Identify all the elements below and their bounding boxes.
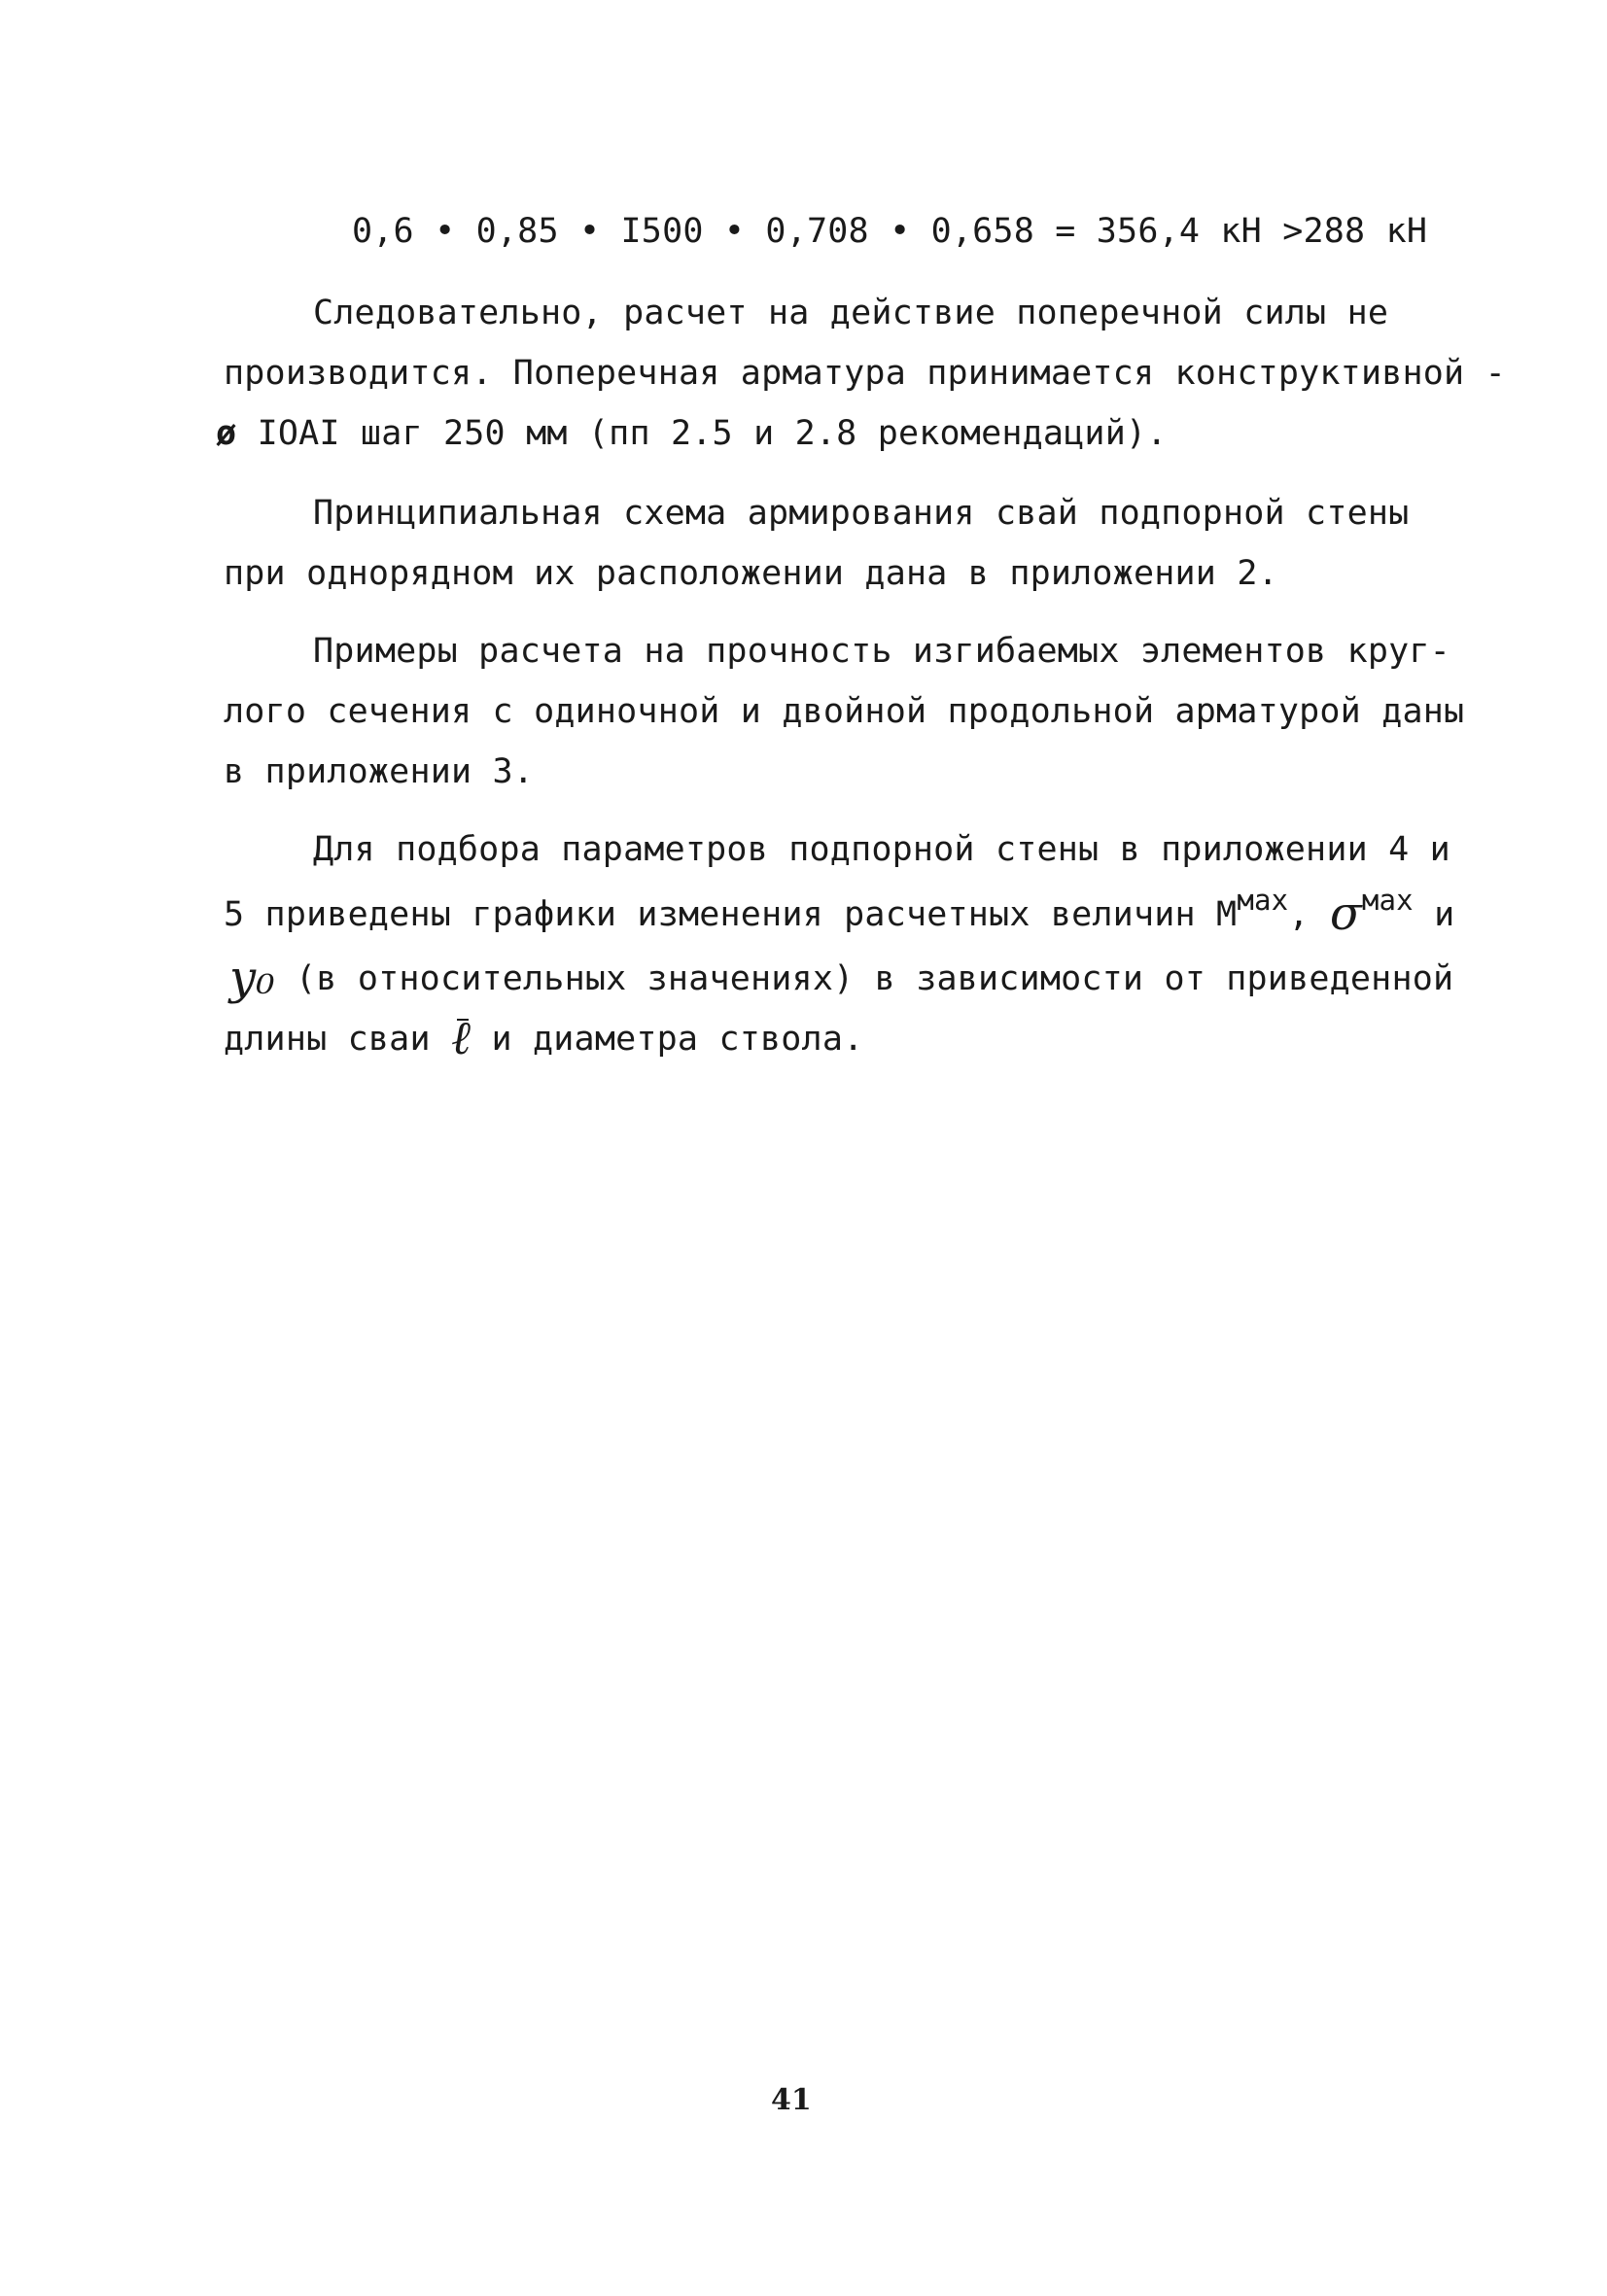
page-number: 41 xyxy=(771,2083,812,2117)
diameter-symbol: ø xyxy=(216,414,237,453)
paragraph-4-line-2-end: и xyxy=(1413,895,1455,934)
paragraph-3-line-2: лого сечения с одиночной и двойной продольной арматурой даны xyxy=(224,692,1465,731)
paragraph-1-line-1: Следовательно, расчет на действие поперечной силы не xyxy=(313,294,1389,332)
paragraph-4-line-2-start: 5 приведены графики изменения расчетных величин М xyxy=(224,895,1238,934)
paragraph-3-line-3: в приложении 3. xyxy=(224,752,535,791)
paragraph-4-line-3 xyxy=(229,951,1454,1005)
sigma-max-superscript: мах xyxy=(1361,884,1414,917)
reduced-length-symbol: ℓ xyxy=(451,1011,472,1065)
paragraph-4-line-4-start: длины сваи xyxy=(224,1020,451,1059)
paragraph-2-line-2: при однорядном их расположении дана в приложении 2. xyxy=(224,554,1278,593)
y0-symbol: y₀ xyxy=(229,951,275,1005)
paragraph-4-line-3-text: (в относительных значениях) в зависимости от приведенной xyxy=(274,959,1454,998)
paragraph-1-line-3 xyxy=(216,412,1168,455)
paragraph-1-line-3-text: IOAI шаг 250 мм (пп 2.5 и 2.8 рекомендаций). xyxy=(257,414,1168,453)
paragraph-4-line-1: Для подбора параметров подпорной стены в приложении 4 и xyxy=(313,830,1450,869)
paragraph-4-line-4 xyxy=(224,1011,864,1065)
paragraph-3-line-1: Примеры расчета на прочность изгибаемых элементов круг- xyxy=(313,632,1450,671)
formula-line: 0,6 • 0,85 • I500 • 0,708 • 0,658 = 356,4 кН >288 кН xyxy=(352,212,1428,251)
paragraph-1-line-2: производится. Поперечная арматура принимается конструктивной - xyxy=(224,354,1506,393)
moment-max-superscript: мах xyxy=(1237,884,1289,917)
paragraph-4-line-4-end: и диаметра ствола. xyxy=(471,1020,864,1059)
sigma-symbol: σ xyxy=(1329,887,1362,941)
paragraph-2-line-1: Принципиальная схема армирования свай подпорной стены xyxy=(313,494,1410,533)
paragraph-4-line-2 xyxy=(224,884,1455,941)
comma: , xyxy=(1288,895,1330,934)
